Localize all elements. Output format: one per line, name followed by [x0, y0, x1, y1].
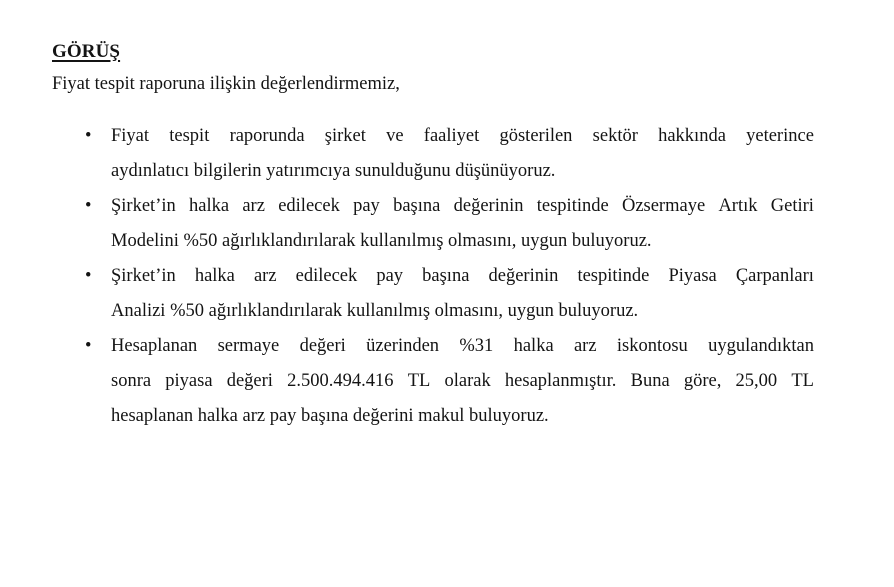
text-word: halka [194, 266, 235, 287]
text-line [111, 364, 814, 399]
text-line: Modelini %50 ağırlıklandırılarak kullanılmış olmasını, uygun buluyoruz. [111, 231, 652, 252]
text-word: değerinin [453, 196, 524, 217]
text-word: hakkında [658, 126, 726, 147]
text-word: değerinin [488, 266, 559, 287]
text-word: sektör [592, 126, 638, 147]
text-line [111, 259, 814, 294]
list-item [52, 259, 814, 329]
text-word: hesaplanmıştır. [504, 371, 617, 392]
text-word: pay [376, 266, 404, 287]
text-line: aydınlatıcı bilgilerin yatırımcıya sunulduğunu düşünüyoruz. [111, 161, 556, 182]
text-word: Getiri [770, 196, 814, 217]
text-word: değeri [299, 336, 346, 357]
text-word: tespitinde [577, 266, 650, 287]
text-word: halka [513, 336, 554, 357]
bullet-point-icon: • [85, 126, 92, 147]
text-line [111, 329, 814, 364]
text-word: sermaye [217, 336, 280, 357]
text-word: arz [573, 336, 597, 357]
text-word: piyasa [165, 371, 213, 392]
text-word: Şirket’in [111, 196, 176, 217]
text-word: edilecek [295, 266, 358, 287]
text-word: TL [407, 371, 431, 392]
list-item [52, 119, 814, 189]
text-word: Özsermaye [621, 196, 706, 217]
text-word: başına [422, 266, 470, 287]
text-word: sonra [111, 371, 152, 392]
page-title [52, 40, 762, 64]
text-word: pay [353, 196, 380, 217]
list-item [52, 329, 814, 434]
text-word: yeterince [746, 126, 814, 147]
bullet-point-icon: • [85, 196, 92, 217]
text-word: değeri [226, 371, 273, 392]
text-word: Çarpanları [735, 266, 814, 287]
text-word: şirket [324, 126, 366, 147]
text-word: faaliyet [423, 126, 480, 147]
text-word: iskontosu [616, 336, 688, 357]
text-word: ve [386, 126, 404, 147]
text-word: tespitinde [536, 196, 609, 217]
text-word: olarak [444, 371, 491, 392]
text-word: başına [393, 196, 441, 217]
text-word: arz [253, 266, 277, 287]
text-word: Artık [718, 196, 758, 217]
text-word: Fiyat [111, 126, 150, 147]
text-word: edilecek [278, 196, 340, 217]
opinion-bullet-list [52, 119, 814, 434]
text-word: Şirket’in [111, 266, 176, 287]
text-word: %31 [459, 336, 494, 357]
text-word: 25,00 [735, 371, 778, 392]
text-word: üzerinden [366, 336, 440, 357]
text-word: raporunda [229, 126, 305, 147]
text-word: 2.500.494.416 [287, 371, 394, 392]
text-word: tespit [169, 126, 210, 147]
text-line [111, 119, 814, 154]
list-item-text [111, 119, 814, 189]
list-item-text [111, 189, 814, 259]
text-line: Analizi %50 ağırlıklandırılarak kullanılmış olmasını, uygun buluyoruz. [111, 301, 639, 322]
text-line: hesaplanan halka arz pay başına değerini makul buluyoruz. [111, 406, 549, 427]
text-word: TL [791, 371, 814, 392]
document-content [52, 40, 814, 434]
text-line [111, 189, 814, 224]
list-item-text [111, 329, 814, 434]
text-word: göre, [683, 371, 722, 392]
list-item [52, 189, 814, 259]
bullet-point-icon: • [85, 336, 92, 357]
text-word: Hesaplanan [111, 336, 198, 357]
page-title-text: GÖRÜŞ [52, 41, 121, 62]
text-word: gösterilen [499, 126, 573, 147]
text-word: uygulandıktan [708, 336, 814, 357]
bullet-point-icon: • [85, 266, 92, 287]
list-item-text [111, 259, 814, 329]
text-word: Piyasa [668, 266, 717, 287]
text-word: arz [242, 196, 265, 217]
text-word: Buna [630, 371, 670, 392]
intro-paragraph: Fiyat tespit raporuna ilişkin değerlendirmemiz, [52, 73, 400, 94]
text-word: halka [189, 196, 230, 217]
